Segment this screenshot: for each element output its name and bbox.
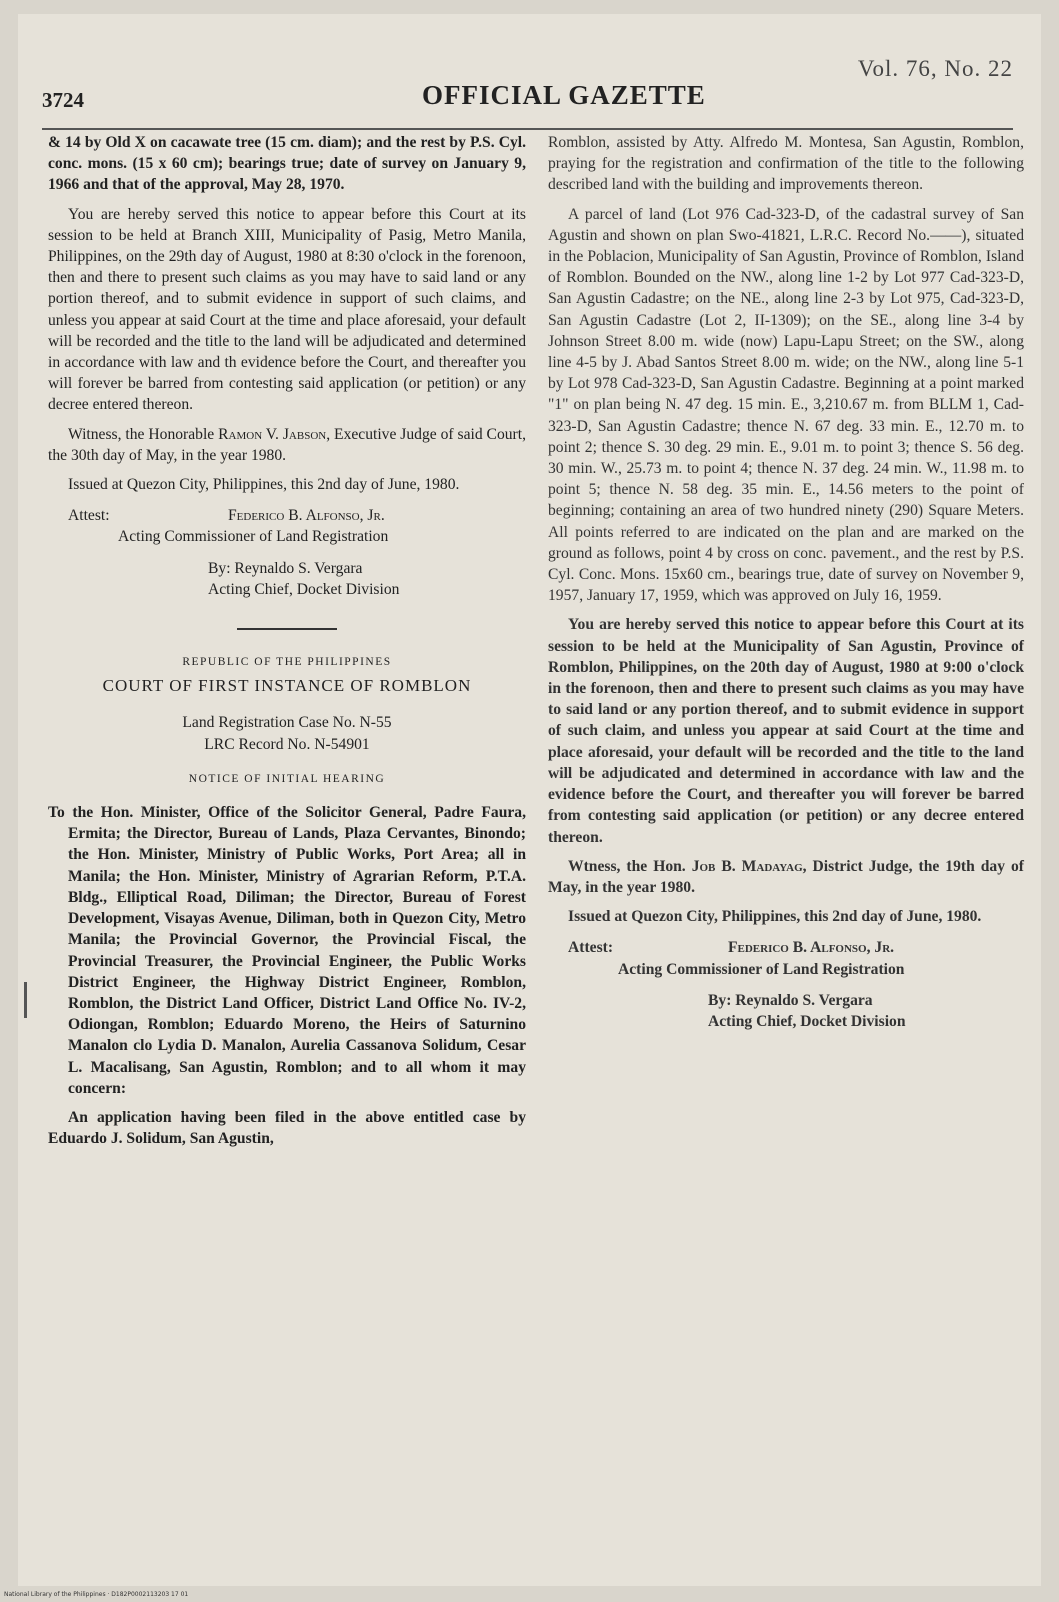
attest-label: Attest: <box>68 507 110 525</box>
page-number: 3724 <box>42 88 84 112</box>
survey-paragraph: & 14 by Old X on cacawate tree (15 cm. diam); and the rest by P.S. Cyl. conc. mons. (15 x 60 cm); bearings true; date of survey on January 9, 1966 and that of the approval, May 28, 1970. <box>48 134 526 194</box>
attest-title: Acting Commissioner of Land Registration <box>118 528 389 546</box>
judge-name: Ramon V. Jabson <box>218 425 327 443</box>
by-line: By: Reynaldo S. Vergara <box>208 559 363 577</box>
land-description: A parcel of land (Lot 976 Cad-323-D, of the cadastral survey of San Agustin and shown on plan Swo-41821, L.R.C. Record No.——), situated in the Poblacion, Municipality of San Agustin, Province of Romblon, Island of Romblon. Bounded on the NW., along line 1-2 by Lot 977 Cad-323-D, San Agustin Cadastre; on the NE., along line 2-3 by Lot 975, Cad-323-D, San Agustin Cadastre (Lot 2, II-1309); on the SE., along line 3-4 by Johnson Street 8.00 m. wide (now) Lapu-Lapu Street; on the SW., along line 4-5 by J. Abad Santos Street 8.00 m. wide; on the NW., along line 5-1 by Lot 978 Cad-323-D, San Agustin Cadastre. Beginning at a point marked "1" on plan being N. 47 deg. 15 min. E., 3,210.67 m. from BLLM 1, Cad-323-D, San Agustin Cadastre; thence N. 67 deg. 33 min. E., 12.70 m. to point 2; thence S. 30 deg. 29 min. E., 9.01 m. to point 3; thence S. 56 deg. 30 min. W., 25.73 m. to point 4; thence N. 37 deg. 24 min. W., 11.98 m. to point 5; thence N. 58 deg. 35 min. E., 14.56 meters to the point of beginning; containing an area of two hundred ninety (290) Square Meters. All points referred to are indicated on the plan and are marked on the ground as follows, point 4 by cross on conc. pavement., and the rest by P.S. Cyl. Conc. Mons. 15x60 cm., bearings true, date of survey on November 9, 1957, January 17, 1959, which was approved on July 16, 1959. <box>548 205 1024 605</box>
by-line-2: By: Reynaldo S. Vergara <box>708 991 873 1009</box>
notice-heading: NOTICE OF INITIAL HEARING <box>188 772 386 785</box>
attest-title-2: Acting Commissioner of Land Registration <box>618 960 905 978</box>
issued-paragraph: Issued at Quezon City, Philippines, this 2nd day of June, 1980. <box>68 476 460 494</box>
by-title: Acting Chief, Docket Division <box>208 580 400 598</box>
attest-block <box>48 505 526 600</box>
judge-name-2: Job B. Madayag <box>691 857 803 875</box>
lrc-record-number: LRC Record No. N-54901 <box>204 735 370 753</box>
witness-paragraph: Witness, the Honorable Ramon V. Jabson, Executive Judge of said Court, the 30th day of May, in the year 1980. <box>48 425 526 464</box>
notice-paragraph: You are hereby served this notice to appear before this Court at its session to be held at Branch XIII, Municipality of Pasig, Metro Manila, Philippines, on the 29th day of August, 1980 at 8:30 o'clock in the forenoon, then and there to present such claims as you may have to said land or any portion thereof, and to submit evidence in support of such claims, and unless you appear at said Court at the time and place aforesaid, your default will be recorded and the title to the land will be adjudicated and determined in accordance with law and th evidence before the Court, and thereafter you will forever be barred from contesting said application (or petition) or any decree entered thereon. <box>48 205 526 414</box>
issued-paragraph-2: Issued at Quezon City, Philippines, this 2nd day of June, 1980. <box>568 908 982 926</box>
notice-paragraph-2: You are hereby served this notice to appear before this Court at its session to be held at the Municipality of San Agustin, Province of Romblon, Philippines, on the 20th day of August, 1980 at 9:00 o'clock in the forenoon, then and there to present such claims as you may have to said land or any portion thereof, and to submit evidence in support of such claim, and unless you appear at said Court at the time and place aforesaid, your default will be recorded and the title to the land will be adjudicated and determined in accordance with law and the evidence before the Court, and thereafter you will forever be barred from contesting said application (or petition) or any decree entered thereon. <box>548 616 1024 846</box>
volume-number: Vol. 76, No. 22 <box>857 56 1013 81</box>
attest-block-2 <box>548 937 1024 1032</box>
republic-heading: REPUBLIC OF THE PHILIPPINES <box>182 656 392 669</box>
page-header <box>42 46 1013 112</box>
library-footer: National Library of the Philippines · D182P0002113203 17 01 <box>4 1591 189 1598</box>
witness-paragraph-2: Wtness, the Hon. Job B. Madayag, District Judge, the 19th day of May, in the year 1980. <box>548 857 1024 896</box>
right-column <box>548 132 1024 1046</box>
application-paragraph: An application having been filed in the above entitled case by Eduardo J. Solidum, San Agustin, <box>48 1108 526 1148</box>
application-continued: Romblon, assisted by Atty. Alfredo M. Montesa, San Agustin, Romblon, praying for the registration and confirmation of the title to the following described land with the building and improvements thereon. <box>548 134 1024 194</box>
header-rule <box>42 128 1013 130</box>
attest-name-2: Federico B. Alfonso, Jr. <box>728 939 895 957</box>
gazette-title: OFFICIAL GAZETTE <box>422 80 706 110</box>
margin-mark <box>24 982 27 1018</box>
section-divider <box>237 628 337 630</box>
case-number: Land Registration Case No. N-55 <box>182 714 392 732</box>
by-title-2: Acting Chief, Docket Division <box>708 1012 906 1030</box>
court-heading: COURT OF FIRST INSTANCE OF ROMBLON <box>102 676 472 696</box>
addressees-paragraph: To the Hon. Minister, Office of the Solicitor General, Padre Faura, Ermita; the Director, Bureau of Lands, Plaza Cervantes, Binondo; the Hon. Minister, Ministry of Public Works, Port Area; all in Manila; the Hon. Minister, Ministry of Agrarian Reform, P.T.A. Bldg., Elliptical Road, Diliman; the Director, Bureau of Forest Development, Visayas Avenue, Diliman, both in Quezon City, Metro Manila; the Provincial Governor, the Provincial Fiscal, the Provincial Treasurer, the Provincial Engineer, the Public Works District Engineer, the Highway District Engineer, Romblon, Romblon, the District Land Officer, District Land Office No. IV-2, Odiongan, Romblon; Eduardo Moreno, the Heirs of Saturnino Manalon clo Lydia D. Manalon, Aurelia Cassanova Solidum, Cesar L. Macalisang, San Agustin, Romblon; and to all whom it may concern: <box>48 804 526 1097</box>
left-column <box>48 132 526 1157</box>
gazette-page <box>18 14 1041 1586</box>
attest-label-2: Attest: <box>568 939 614 957</box>
attest-name: Federico B. Alfonso, Jr. <box>228 507 385 525</box>
